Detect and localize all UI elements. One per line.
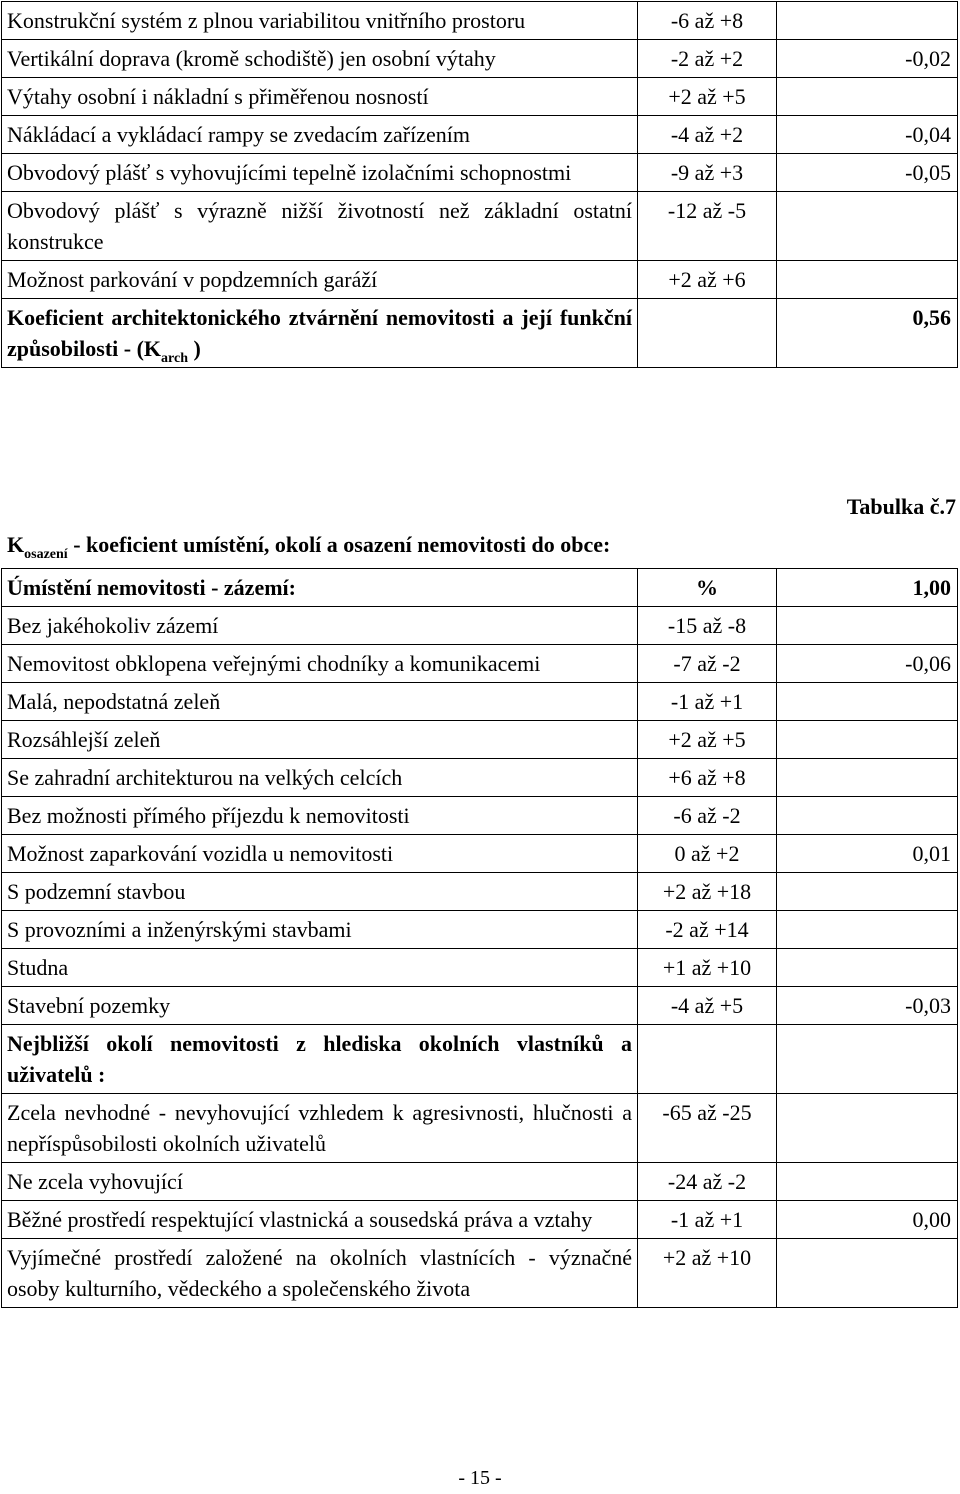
row-range: -7 až -2 — [638, 645, 777, 683]
table-row — [2, 261, 958, 299]
placement-coefficient-table-body — [2, 569, 958, 1308]
row-description: Výtahy osobní i nákladní s přiměřenou nosností — [2, 78, 638, 116]
page-number: - 15 - — [458, 1467, 502, 1489]
row-description: Nákládací a vykládací rampy se zvedacím zařízením — [2, 116, 638, 154]
row-description: Konstrukční systém z plnou variabilitou vnitřního prostoru — [2, 2, 638, 40]
row-description: Studna — [2, 949, 638, 987]
table-row — [2, 683, 958, 721]
table-row — [2, 911, 958, 949]
summary-row — [2, 299, 958, 368]
row-coefficient — [777, 683, 958, 721]
section-heading-text: - koeficient umístění, okolí a osazení nemovitosti do obce: — [67, 532, 611, 557]
row-coefficient — [777, 911, 958, 949]
table-row — [2, 1094, 958, 1163]
row-description: Se zahradní architekturou na velkých celcích — [2, 759, 638, 797]
table-row — [2, 721, 958, 759]
summary-text-end: ) — [188, 336, 201, 361]
row-description: Ne zcela vyhovující — [2, 1163, 638, 1201]
row-coefficient — [777, 78, 958, 116]
table-row — [2, 78, 958, 116]
row-description: Bez možnosti přímého příjezdu k nemovitosti — [2, 797, 638, 835]
row-coefficient — [777, 797, 958, 835]
row-range: -2 až +14 — [638, 911, 777, 949]
row-range: -6 až +8 — [638, 2, 777, 40]
row-description: Malá, nepodstatná zeleň — [2, 683, 638, 721]
table-row — [2, 1163, 958, 1201]
row-description: Nejbližší okolí nemovitosti z hlediska okolních vlastníků a uživatelů : — [2, 1025, 638, 1094]
row-coefficient — [777, 1094, 958, 1163]
summary-text: Koeficient architektonického ztvárnění nemovitosti a její funkční způsobilosti - (K — [7, 305, 632, 361]
table-row — [2, 2, 958, 40]
row-coefficient — [777, 949, 958, 987]
row-coefficient — [777, 2, 958, 40]
table-row — [2, 40, 958, 78]
architecture-coefficient-table — [1, 1, 958, 368]
table-row — [2, 607, 958, 645]
header-coefficient: 1,00 — [777, 569, 958, 607]
summary-range — [638, 299, 777, 368]
row-range: +6 až +8 — [638, 759, 777, 797]
row-coefficient — [777, 261, 958, 299]
row-description: Vertikální doprava (kromě schodiště) jen osobní výtahy — [2, 40, 638, 78]
table-row — [2, 116, 958, 154]
placement-coefficient-table — [1, 568, 958, 1308]
table-row — [2, 1025, 958, 1094]
table-row — [2, 835, 958, 873]
row-range: +1 až +10 — [638, 949, 777, 987]
row-range: +2 až +10 — [638, 1239, 777, 1308]
header-row — [2, 569, 958, 607]
row-coefficient — [777, 873, 958, 911]
row-range: -4 až +2 — [638, 116, 777, 154]
table-row — [2, 192, 958, 261]
row-coefficient: -0,02 — [777, 40, 958, 78]
summary-description — [2, 299, 638, 368]
row-coefficient — [777, 759, 958, 797]
table-row — [2, 154, 958, 192]
row-range: -12 až -5 — [638, 192, 777, 261]
row-description: Bez jakéhokoliv zázemí — [2, 607, 638, 645]
row-coefficient: 0,01 — [777, 835, 958, 873]
table-row — [2, 949, 958, 987]
row-range: -1 až +1 — [638, 683, 777, 721]
row-coefficient — [777, 1025, 958, 1094]
row-coefficient: -0,03 — [777, 987, 958, 1025]
row-description: Možnost parkování v popdzemních garáží — [2, 261, 638, 299]
header-description: Úmístění nemovitosti - zázemí: — [2, 569, 638, 607]
row-coefficient: -0,06 — [777, 645, 958, 683]
row-coefficient — [777, 607, 958, 645]
row-description: Vyjímečné prostředí založené na okolních vlastnících - význačné osoby kulturního, vědeckého a společenského života — [2, 1239, 638, 1308]
row-coefficient — [777, 192, 958, 261]
row-coefficient — [777, 1163, 958, 1201]
row-coefficient — [777, 721, 958, 759]
row-coefficient — [777, 1239, 958, 1308]
row-description: Stavební pozemky — [2, 987, 638, 1025]
row-range: +2 až +5 — [638, 721, 777, 759]
row-range: 0 až +2 — [638, 835, 777, 873]
summary-coefficient: 0,56 — [777, 299, 958, 368]
row-description: S podzemní stavbou — [2, 873, 638, 911]
row-range — [638, 1025, 777, 1094]
row-description: Rozsáhlejší zeleň — [2, 721, 638, 759]
row-range: +2 až +6 — [638, 261, 777, 299]
table-row — [2, 759, 958, 797]
summary-subscript: arch — [161, 351, 188, 366]
table-row — [2, 1201, 958, 1239]
row-range: -15 až -8 — [638, 607, 777, 645]
row-description: Obvodový plášť s výrazně nižší životností než základní ostatní konstrukce — [2, 192, 638, 261]
table-row — [2, 873, 958, 911]
table-row — [2, 645, 958, 683]
row-coefficient: 0,00 — [777, 1201, 958, 1239]
section-heading-sub: osazení — [24, 547, 68, 562]
table-row — [2, 797, 958, 835]
section-heading — [7, 529, 610, 560]
row-description: Nemovitost obklopena veřejnými chodníky a komunikacemi — [2, 645, 638, 683]
table-row — [2, 987, 958, 1025]
row-coefficient: -0,05 — [777, 154, 958, 192]
table-row — [2, 1239, 958, 1308]
section-heading-k: K — [7, 532, 25, 557]
row-range: -2 až +2 — [638, 40, 777, 78]
row-description: Možnost zaparkování vozidla u nemovitosti — [2, 835, 638, 873]
row-range: -4 až +5 — [638, 987, 777, 1025]
architecture-coefficient-table-body — [2, 2, 958, 368]
row-description: S provozními a inženýrskými stavbami — [2, 911, 638, 949]
row-range: +2 až +18 — [638, 873, 777, 911]
row-description: Obvodový plášť s vyhovujícími tepelně izolačními schopnostmi — [2, 154, 638, 192]
row-description: Zcela nevhodné - nevyhovující vzhledem k agresivnosti, hlučnosti a nepříspůsobilosti okolních uživatelů — [2, 1094, 638, 1163]
row-description: Běžné prostředí respektující vlastnická a sousedská práva a vztahy — [2, 1201, 638, 1239]
row-range: -1 až +1 — [638, 1201, 777, 1239]
row-range: +2 až +5 — [638, 78, 777, 116]
row-range: -24 až -2 — [638, 1163, 777, 1201]
row-range: -6 až -2 — [638, 797, 777, 835]
table-label: Tabulka č.7 — [846, 494, 956, 519]
header-range: % — [638, 569, 777, 607]
row-range: -9 až +3 — [638, 154, 777, 192]
row-range: -65 až -25 — [638, 1094, 777, 1163]
row-coefficient: -0,04 — [777, 116, 958, 154]
